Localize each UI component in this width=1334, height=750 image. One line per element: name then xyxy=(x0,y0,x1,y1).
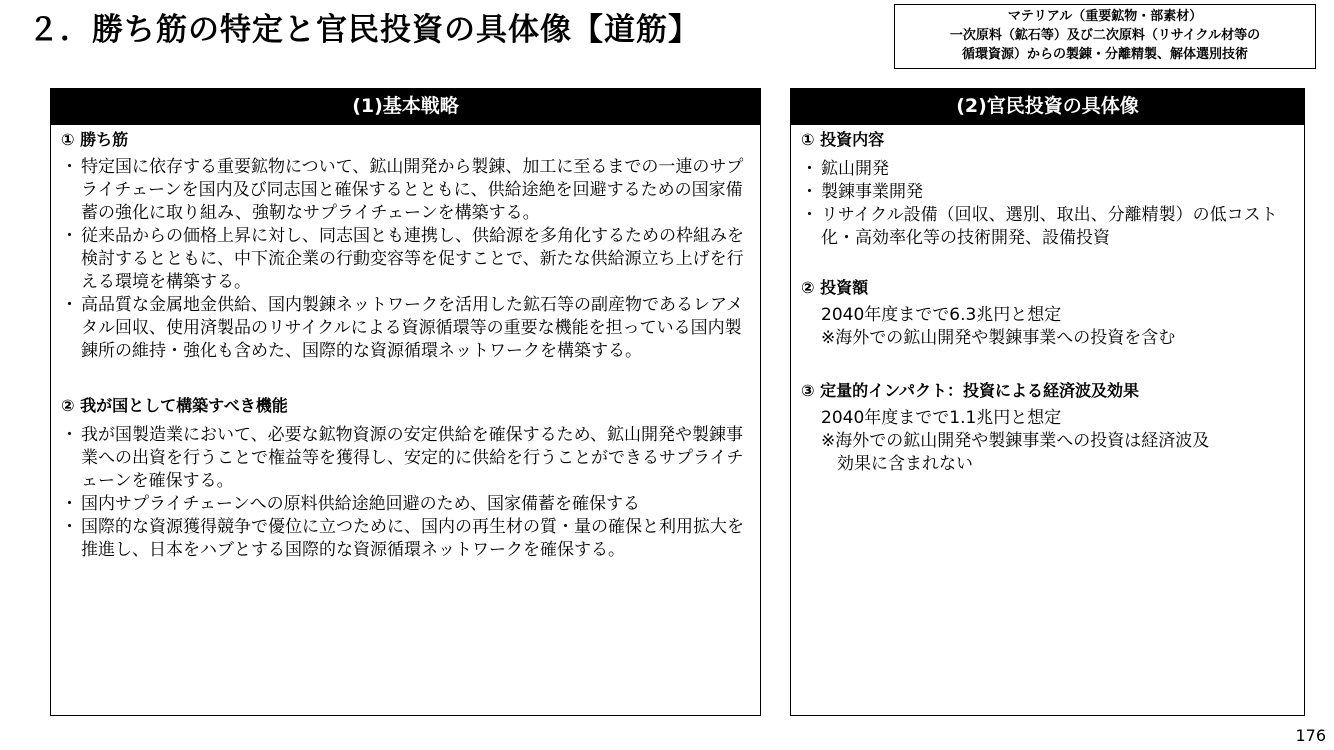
category-tag-line: 一次原料（鉱石等）及び二次原料（リサイクル材等の xyxy=(949,28,1261,43)
section-heading: ③ 定量的インパクト：投資による経済波及効果 xyxy=(801,381,1139,400)
basic-strategy-panel xyxy=(50,88,761,716)
panel-body xyxy=(791,125,1304,476)
section-heading: ① 投資内容 xyxy=(801,130,885,149)
list-item: ・ 特定国に依存する重要鉱物について、鉱山開発から製錬、加工に至るまでの一連のサプライチェーンを国内及び同志国と確保するとともに、供給途絶を回避するための国家備蓄の強化に取り組み、強靭なサプライチェーンを構築する。 xyxy=(61,156,750,225)
category-tag-line: 循環資源）からの製錬・分離精製、解体選別技術 xyxy=(961,47,1248,62)
footnote: ※海外での鉱山開発や製錬事業への投資は経済波及 xyxy=(821,431,1210,451)
list-item: ・ 国際的な資源獲得競争で優位に立つために、国内の再生材の質・量の確保と利用拡大を推進し、日本をハブとする国際的な資源循環ネットワークを確保する。 xyxy=(61,516,750,562)
section-heading: ② 投資額 xyxy=(801,278,869,297)
public-private-investment-panel xyxy=(790,88,1305,716)
footnote-continued: 効果に含まれない xyxy=(837,454,973,474)
section-heading: ② 我が国として構築すべき機能 xyxy=(61,396,288,415)
category-tag-box xyxy=(894,4,1316,69)
list-item: ・ 我が国製造業において、必要な鉱物資源の安定供給を確保するため、鉱山開発や製錬事業への出資を行うことで権益等を獲得し、安定的に供給を行うことができるサプライチェーンを確保する。 xyxy=(61,424,750,493)
investment-amount: 2040年度までで6.3兆円と想定 xyxy=(821,305,1062,325)
page-number: 176 xyxy=(1295,726,1326,745)
panel-header: (1)基本戦略 xyxy=(51,89,760,125)
page-title: ２．勝ち筋の特定と官民投資の具体像【道筋】 xyxy=(28,12,700,48)
category-tag-line: マテリアル（重要鉱物・部素材） xyxy=(1007,9,1203,24)
list-item: ・ 従来品からの価格上昇に対し、同志国とも連携し、供給源を多角化するための枠組みを検討するとともに、中下流企業の行動変容等を促すことで、新たな供給源立ち上げを行える環境を構築する。 xyxy=(61,225,750,294)
panel-body xyxy=(51,125,760,562)
list-item: ・ リサイクル設備（回収、選別、取出、分離精製）の低コスト化・高効率化等の技術開発、設備投資 xyxy=(801,204,1294,250)
economic-impact-amount: 2040年度までで1.1兆円と想定 xyxy=(821,408,1062,428)
list-item: ・ 国内サプライチェーンへの原料供給途絶回避のため、国家備蓄を確保する xyxy=(61,493,750,516)
section-heading: ① 勝ち筋 xyxy=(61,130,129,149)
list-item: ・ 製錬事業開発 xyxy=(801,181,1294,204)
panel-header: (2)官民投資の具体像 xyxy=(791,89,1304,125)
footnote: ※海外での鉱山開発や製錬事業への投資を含む xyxy=(821,328,1176,348)
list-item: ・ 高品質な金属地金供給、国内製錬ネットワークを活用した鉱石等の副産物であるレアメタル回収、使用済製品のリサイクルによる資源循環等の重要な機能を担っている国内製錬所の維持・強化も含めた、国際的な資源循環ネットワークを構築する。 xyxy=(61,294,750,363)
list-item: ・ 鉱山開発 xyxy=(801,158,1294,181)
